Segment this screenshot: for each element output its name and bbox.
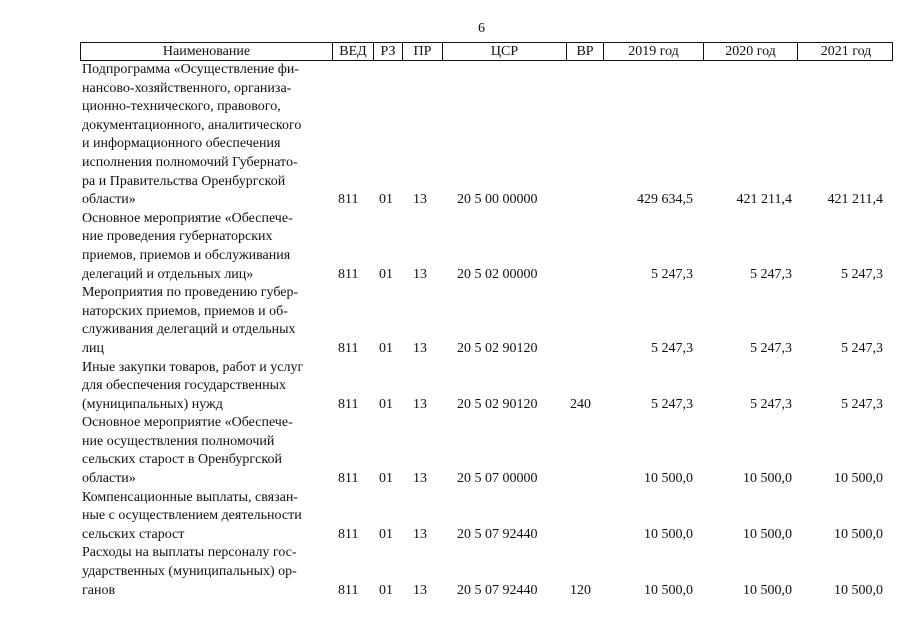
row-csr: 20 5 07 92440 [457,582,538,598]
row-ved: 811 [338,582,359,598]
row-rz: 01 [379,192,393,208]
header-2019: 2019 год [603,43,703,60]
row-2020: 5 247,3 [750,340,792,356]
header-rz: РЗ [373,43,402,60]
table-row [80,61,893,210]
row-2021: 10 500,0 [834,526,883,542]
row-2020: 10 500,0 [743,582,792,598]
row-2020: 5 247,3 [750,396,792,412]
row-pr: 13 [413,266,427,282]
row-pr: 13 [413,471,427,487]
header-csr: ЦСР [442,43,566,60]
row-name: Основное мероприятие «Обеспече- ние осуществления полномочий сельских старост в Оренбургской области» [82,415,293,487]
row-vr: 120 [570,582,591,598]
row-pr: 13 [413,340,427,356]
page-number: 6 [478,21,485,36]
row-rz: 01 [379,471,393,487]
row-2021: 5 247,3 [841,396,883,412]
row-rz: 01 [379,266,393,282]
row-ved: 811 [338,192,359,208]
row-ved: 811 [338,526,359,542]
table-row [80,489,893,545]
row-2020: 421 211,4 [736,192,792,208]
row-ved: 811 [338,471,359,487]
row-2021: 5 247,3 [841,340,883,356]
row-name: Основное мероприятие «Обеспече- ние проведения губернаторских приемов, приемов и обслуживания делегаций и отдельных лиц» [82,210,293,282]
row-2019: 10 500,0 [644,582,693,598]
row-2019: 10 500,0 [644,471,693,487]
row-csr: 20 5 07 00000 [457,471,538,487]
row-pr: 13 [413,396,427,412]
table-row [80,414,893,488]
row-2019: 5 247,3 [651,266,693,282]
row-csr: 20 5 02 90120 [457,340,538,356]
row-name: Компенсационные выплаты, связан- ные с осуществлением деятельности сельских старост [82,489,302,542]
header-vr: ВР [566,43,603,60]
row-pr: 13 [413,526,427,542]
row-rz: 01 [379,340,393,356]
row-ved: 811 [338,340,359,356]
table-header [80,42,893,61]
header-2021: 2021 год [797,43,894,60]
row-name: Расходы на выплаты персоналу гос- ударственных (муниципальных) ор- ганов [82,545,297,598]
row-2019: 429 634,5 [637,192,693,208]
table-row [80,544,893,600]
header-ved: ВЕД [332,43,373,60]
row-name: Мероприятия по проведению губер- наторских приемов, приемов и об- служивания делегаций и отдельных лиц [82,285,299,356]
header-pr: ПР [402,43,442,60]
table-row [80,359,893,415]
header-2020: 2020 год [703,43,797,60]
row-vr: 240 [570,396,591,412]
row-2020: 5 247,3 [750,266,792,282]
row-ved: 811 [338,396,359,412]
row-2019: 10 500,0 [644,526,693,542]
row-csr: 20 5 02 90120 [457,396,538,412]
row-2021: 10 500,0 [834,471,883,487]
table-body [80,61,893,600]
budget-table [80,42,893,600]
header-name: Наименование [162,44,251,59]
row-csr: 20 5 07 92440 [457,526,538,542]
row-name: Иные закупки товаров, работ и услуг для обеспечения государственных (муниципальных) нужд [82,359,304,412]
row-name: Подпрограмма «Осуществление фи- нансово-хозяйственного, организа- ционно-технического, правового, документационного, аналитического и информационного обеспечения исполнения полномочий Губернато- ра и Правительства Оренбургской области» [82,62,302,208]
row-ved: 811 [338,266,359,282]
row-2021: 10 500,0 [834,582,883,598]
row-2019: 5 247,3 [651,340,693,356]
table-row [80,284,893,358]
row-rz: 01 [379,582,393,598]
row-2020: 10 500,0 [743,526,792,542]
row-rz: 01 [379,526,393,542]
row-2021: 5 247,3 [841,266,883,282]
row-2019: 5 247,3 [651,396,693,412]
row-2021: 421 211,4 [827,192,883,208]
row-pr: 13 [413,192,427,208]
row-rz: 01 [379,396,393,412]
row-pr: 13 [413,582,427,598]
row-2020: 10 500,0 [743,471,792,487]
table-row [80,210,893,284]
row-csr: 20 5 00 00000 [457,192,538,208]
row-csr: 20 5 02 00000 [457,266,538,282]
